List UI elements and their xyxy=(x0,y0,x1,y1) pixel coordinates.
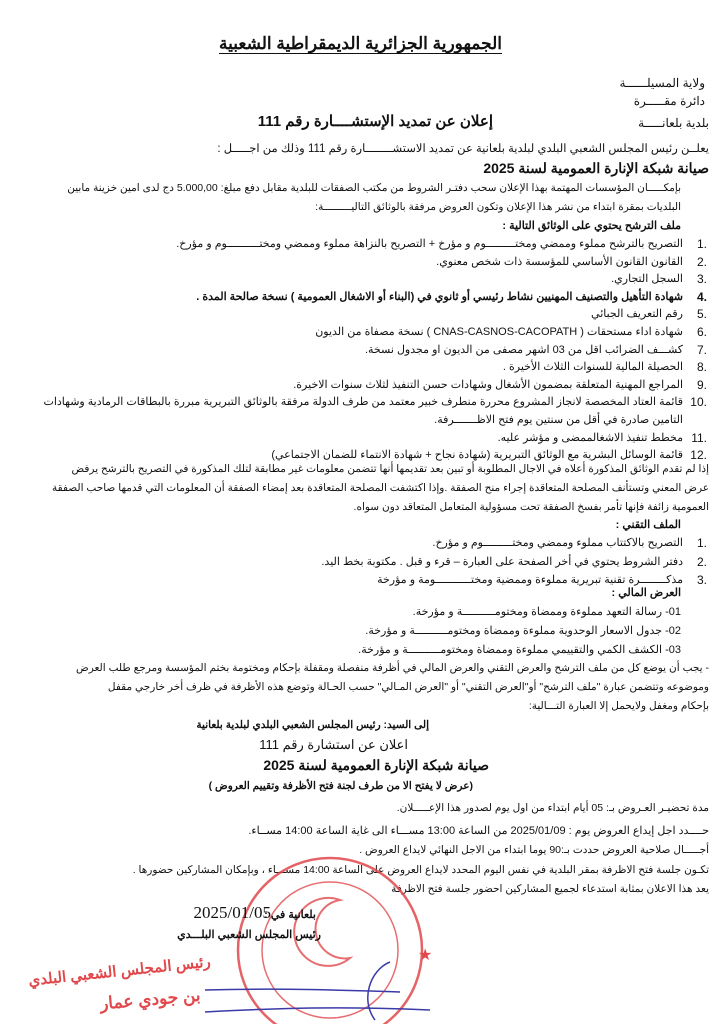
technical-item xyxy=(17,536,707,550)
financial-item: 01- رسالة التعهد مملوءة وممضاة ومختومــــــــــة و مؤرخة. xyxy=(412,606,681,618)
envelope-rule-line: بإحكام ومغفل ولايحمل إلا العبارة التـــالية: xyxy=(528,700,709,712)
candidacy-item xyxy=(17,325,707,339)
envelope-to: إلى السيد: رئيس المجلس الشعبي البلدي لبلدية بلعانية xyxy=(196,719,429,731)
candidacy-item xyxy=(17,255,707,269)
item-text: مخطط تنفيذ الاشغالممضى و مؤشر عليه. xyxy=(497,431,683,444)
financial-title: العرض المالي : xyxy=(611,587,681,599)
item-number: .3 xyxy=(696,573,707,587)
schedule-line: يعد هذا الاعلان بمثابة استدعاء لجميع المشاركين احضور جلسة فتح الاظرفة xyxy=(391,883,709,895)
candidacy-item xyxy=(17,378,707,392)
candidacy-item xyxy=(17,360,707,374)
item-number: .6 xyxy=(696,325,707,339)
warning-line: العمومية زائفة فإنها تأمر بفسخ الصفقة تحت مسؤولية المتعامل المتعاقد دون سواه. xyxy=(353,501,709,513)
candidacy-item xyxy=(17,272,707,286)
item-text: السجل التجاري. xyxy=(611,273,683,286)
envelope-rule-line: - يجب أن يوضع كل من ملف الترشح والعرض التقني والعرض المالي في أظرفة منفصلة ومقفلة بإحكام ومختومة بختم المؤسسة ومرجع طلب العرض xyxy=(76,662,709,674)
wilaya-label: ولاية المسيلــــــة xyxy=(619,76,705,90)
item-number xyxy=(683,413,707,426)
item-number: .10 xyxy=(690,395,707,410)
item-number: .12 xyxy=(690,448,707,463)
daira-label: دائرة مقـــــرة xyxy=(633,94,705,108)
signature-date: 2025/01/05 xyxy=(193,903,271,922)
item-number: .4 xyxy=(696,289,707,304)
item-number: .5 xyxy=(696,307,707,322)
svg-text:★: ★ xyxy=(418,945,433,964)
envelope-note: (عرض لا يفتح الا من طرف لجنة فتح الأظرفة وتقييم العروض ) xyxy=(208,780,473,792)
signature-place-label: بلعانية في : xyxy=(264,909,316,921)
item-text: شهادة اداء مستحقات ( CNAS-CASNOS-CACOPATH ) نسخة مصفاة من الديون xyxy=(315,326,683,338)
item-text: رقم التعريف الجبائي xyxy=(591,308,683,321)
stamp-signature-title: رئيس المجلس الشعبي البلدي xyxy=(27,953,212,990)
signature-role: رئيس المجلس الشعبي البلـــدي xyxy=(177,929,321,941)
schedule-line: تكـون جلسة فتح الاظرفة بمقر البلدية في نفس اليوم المحدد لايداع العروض على الساعة 14:00 مســـاء ، وبإمكان المشاركين حضورها . xyxy=(132,864,709,876)
candidacy-title: ملف الترشح يحتوي على الوثائق التالية : xyxy=(502,220,681,232)
item-text: قائمة العتاد المخصصة لانجاز المشروع محررة منطرف خبير معتمد من طرف الدولة مرفقة بالوثائق التبريرية مبررة بالبطاقات الرمادية وشهادات xyxy=(43,396,683,409)
item-text: مذكــــــــرة تقنية تبريرية مملوءة وممضية ومختـــــــــــومة و مؤرخة xyxy=(377,574,683,586)
candidacy-item xyxy=(17,448,707,462)
item-number: .8 xyxy=(696,360,707,375)
schedule-line: أجـــــال صلاحية العروض حددت بـ:90 يوما ابتداء من الاجل النهائي لايداع العروض . xyxy=(359,844,709,856)
candidacy-item xyxy=(17,431,707,445)
item-number: .11 xyxy=(691,430,707,445)
candidacy-item xyxy=(17,413,707,426)
item-text: دفتر الشروط يحتوي في أخر الصفحة على العبارة – قرء و قبل . مكتوبة بخط اليد. xyxy=(321,555,683,568)
envelope-rule-line: وموضوعه وتتضمن عبارة "ملف الترشح" أو"العرض التقني" أو "العرض المـالي" حسب الحـالة وتوضع هذه الأظرفة في ظرف أخر خارجي مقفل xyxy=(107,681,709,693)
candidacy-item xyxy=(17,237,707,251)
warning-line: عرض المعني وتستأنف المصلحة المتعاقدة إجراء منح الصفقة .وإذا اكتشفت المصلحة المتعاقدة بعد إمضاء الصفقة أن المعلومات التي قدمها صاحب الصفقة xyxy=(52,482,709,494)
schedule-line: حــــدد اجل إيداع العروض يوم : 2025/01/09 من الساعة 13:00 مســـاء الى غاية الساعة 14:00 مســاء. xyxy=(248,825,709,837)
item-text: التصريح بالاكتتاب مملوء وممضي ومختـــــــــوم و مؤرخ. xyxy=(432,537,683,549)
announcement-title: إعلان عن تمديد الإستشــــارة رقم 111 xyxy=(257,113,493,130)
item-text: التصريح بالترشح مملوء وممضي ومختـــــــــوم و مؤرخ + التصريح بالنزاهة مملوء وممضي ومختــــــــــوم و مؤرخ. xyxy=(176,238,683,250)
technical-item xyxy=(17,573,707,587)
item-text: قائمة الوسائل البشرية مع الوثائق التبريرية (شهادة نجاح + شهادة الانتماء للضمان الاجتماعي) xyxy=(271,449,683,462)
financial-item: 02- جدول الاسعار الوحدوية مملوءة وممضاة ومختومــــــــــة و مؤرخة. xyxy=(365,625,681,637)
candidacy-item xyxy=(17,307,707,321)
item-text: المراجع المهنية المتعلقة بمضمون الأشغال وشهادات حسن التنفيذ لثلاث سنوات الاخيرة. xyxy=(293,378,683,391)
item-text: شهادة التأهيل والتصنيف المهنيين نشاط رئيسي أو ثانوي في (البناء أو الاشغال العمومية ) نسخة صالحة المدة . xyxy=(196,290,683,303)
envelope-ref: اعلان عن استشارة رقم 111 xyxy=(259,737,408,752)
technical-item xyxy=(17,555,707,569)
item-text: الحصيلة المالية للسنوات الثلاث الأخيرة . xyxy=(502,361,683,374)
commune-label: بلدية بلعانـــــة xyxy=(638,116,709,130)
item-number: .2 xyxy=(696,554,707,569)
candidacy-item xyxy=(17,395,707,409)
item-text: كشـــف الضرائب اقل من 03 اشهر مصفى من الديون او مجدول نسخة. xyxy=(364,343,683,356)
envelope-project: صيانة شبكة الإنارة العمومية لسنة 2025 xyxy=(263,757,489,773)
item-number: .2 xyxy=(696,254,707,269)
candidacy-item xyxy=(17,290,707,304)
intro-text: يعلــن رئيس المجلس الشعبي البلدي لبلدية بلعانية عن تمديد الاستشــــــــارة رقم 111 وذلك من اجـــــل : xyxy=(217,143,709,155)
item-text: القانون القانون الأساسي للمؤسسة ذات شخص معنوي. xyxy=(436,255,683,268)
item-number: .1 xyxy=(696,237,707,251)
item-number: .1 xyxy=(696,536,707,550)
conditions-line: البلديات بمقرة ابتداء من نشر هذا الإعلان وتكون العروض مرفقة بالوثائق التاليـــــــــة: xyxy=(315,201,681,213)
item-number: .7 xyxy=(696,342,707,357)
conditions-line: بإمكـــــان المؤسسات المهتمة بهذا الإعلان سحب دفتـر الشروط من مكتب الصفقات للبلدية مقابل دفع مبلغ: 5.000,00 دج لدى امين خزينة مابين xyxy=(67,182,681,194)
stamp-signature-name: بن جودي عمار xyxy=(99,985,202,1014)
item-text: التامين صادرة في أقل من سنتين يوم فتح الاظـــــــرفة. xyxy=(434,414,683,426)
item-number: .9 xyxy=(696,377,707,392)
technical-title: الملف التقني : xyxy=(615,519,681,531)
item-number: .3 xyxy=(696,272,707,287)
financial-item: 03- الكشف الكمي والتقييمي مملوءة وممضاة ومختومــــــــــة و مؤرخة. xyxy=(358,644,681,656)
project-title: صيانة شبكة الإنارة العمومية لسنة 2025 xyxy=(483,160,709,176)
country-heading: الجمهورية الجزائرية الديمقراطية الشعبية xyxy=(219,34,502,53)
warning-line: إذا لم تقدم الوثائق المذكورة أعلاه في الاجال المطلوبة أو تبين بعد تقديمها أنها تتضمن معلومات غير مطابقة لتلك المذكورة في التصريح بالترشح يرفض xyxy=(71,463,709,475)
candidacy-item xyxy=(17,343,707,357)
schedule-line: مدة تحضيـر العـروض بـ: 05 أيام ابتداء من اول يوم لصدور هذا الإعـــــلان. xyxy=(396,802,709,814)
